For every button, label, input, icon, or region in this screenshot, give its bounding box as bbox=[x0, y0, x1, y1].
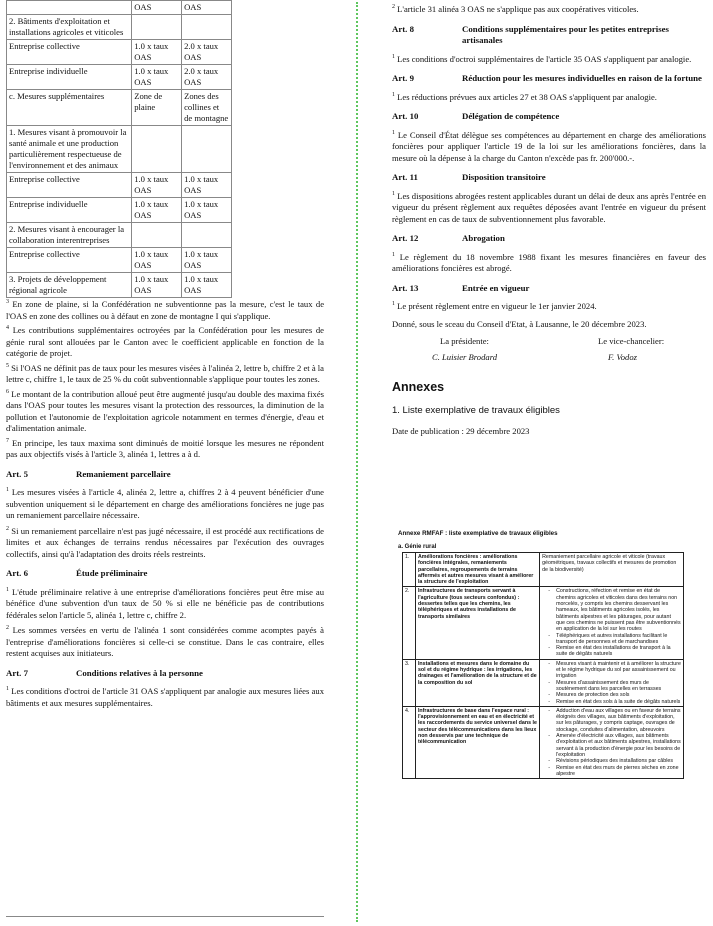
table-cell: 2.0 x taux OAS bbox=[182, 65, 232, 90]
table-cell: 1.0 x taux OAS bbox=[182, 198, 232, 223]
article-paragraph bbox=[6, 587, 324, 622]
para-text: Si l'OAS ne définit pas de taux pour les mesures visées à l'alinéa 2, lettre b, chiffre 2 et à la lettre c, chiffre 1, le taux de 25 % du coût subventionnable s'applique pour toutes les zones. bbox=[6, 362, 324, 384]
table-row bbox=[7, 198, 232, 223]
column-separator bbox=[356, 2, 358, 922]
table-cell: Entreprise collective bbox=[7, 40, 132, 65]
bullet-dash: - bbox=[548, 660, 550, 667]
article-paragraph bbox=[392, 252, 706, 275]
article bbox=[392, 24, 706, 66]
table-row bbox=[7, 15, 232, 40]
para-text: L'étude préliminaire relative à une entreprise d'améliorations foncières peut être mise au bénéfice d'une subvention d'un taux de 50 % si elle ne bénéficie pas de contributions fédérales selon l'article 5, alinéa 1, lettre c, chiffre 2. bbox=[6, 586, 324, 620]
table-cell: 1.0 x taux OAS bbox=[132, 248, 182, 273]
article-title: Réduction pour les mesures individuelles en raison de la fortune bbox=[462, 73, 702, 83]
para-text: Le règlement du 18 novembre 1988 fixant les mesures financières en faveur des améliorations foncières est abrogé. bbox=[392, 251, 706, 273]
table-cell bbox=[132, 15, 182, 40]
annex-row-category: Infrastructures de transports servant à l'agriculture (tous secteurs confondus) : dessertes telles que les chemins, les téléphériques et autres installations de transports similaires bbox=[415, 587, 539, 659]
annex-work-item-text: Téléphériques et autres installations facilitant le transport de personnes et de marchandises bbox=[556, 632, 668, 645]
table-cell bbox=[132, 223, 182, 248]
table-cell bbox=[182, 15, 232, 40]
bullet-dash: - bbox=[548, 733, 550, 740]
bullet-dash: - bbox=[548, 707, 550, 714]
article-number: Art. 9 bbox=[392, 73, 414, 83]
table-cell: Zones des collines et de montagne bbox=[182, 90, 232, 126]
articles-left bbox=[6, 469, 324, 710]
annex-works-table bbox=[402, 552, 684, 779]
bullet-dash: - bbox=[548, 698, 550, 705]
table-row bbox=[7, 1, 232, 15]
annex-work-item bbox=[542, 708, 681, 733]
footnote bbox=[6, 389, 324, 435]
table-cell: 1. Mesures visant à promouvoir la santé animale et une production particulièrement respectueuse de l'environnement et des animaux bbox=[7, 126, 132, 173]
annex-work-item bbox=[542, 765, 681, 778]
annex-row bbox=[403, 659, 684, 706]
para-number: 4 bbox=[6, 325, 9, 332]
article-number: Art. 8 bbox=[392, 23, 414, 34]
article-title: Conditions supplémentaires pour les petites entreprises artisanales bbox=[462, 23, 669, 45]
para-number: 1 bbox=[6, 487, 9, 494]
signature-left-name: C. Luisier Brodard bbox=[432, 352, 498, 362]
annex-work-item-text: Mesures de protection des sols bbox=[556, 692, 630, 699]
table-cell: 1.0 x taux OAS bbox=[182, 273, 232, 298]
para-number: 2 bbox=[6, 625, 9, 632]
annex-row bbox=[403, 587, 684, 659]
para-number: 1 bbox=[392, 91, 395, 98]
article-title: Disposition transitoire bbox=[462, 172, 546, 182]
page-bottom-rule bbox=[6, 916, 324, 917]
annex-row-category: Améliorations foncières : améliorations foncières intégrales, remaniements parcellaires, regroupements de terrains affermés et autres mesures visant à améliorer la structure de l'exploitation bbox=[415, 553, 539, 587]
article-heading bbox=[392, 73, 706, 85]
table-cell: 1.0 x taux OAS bbox=[132, 65, 182, 90]
footnote bbox=[6, 325, 324, 360]
table-cell: 1.0 x taux OAS bbox=[182, 173, 232, 198]
para-number: 1 bbox=[392, 301, 395, 308]
para-number: 1 bbox=[6, 586, 9, 593]
para-text: En principe, les taux maxima sont diminués de moitié lorsque les mesures ne répondent pas aux objectifs visés à l'article 3, alinéa 1, lettres a à d. bbox=[6, 437, 324, 459]
annex-doc-section: a. Génie rural bbox=[398, 544, 437, 550]
articles-right bbox=[392, 24, 706, 313]
table-cell: 2.0 x taux OAS bbox=[182, 40, 232, 65]
table-cell: Zone de plaine bbox=[132, 90, 182, 126]
table-cell: 1.0 x taux OAS bbox=[132, 198, 182, 223]
article-number: Art. 12 bbox=[392, 233, 419, 243]
annex-work-item-text: Amenée d'électricité aux villages, aux bâtiments d'exploitation et aux bâtiments alpestres, installations servant à la production d'énergie pour les besoins de l'exploitation bbox=[556, 733, 681, 758]
table-cell: 1.0 x taux OAS bbox=[132, 273, 182, 298]
left-column bbox=[6, 0, 324, 709]
article-title: Remaniement parcellaire bbox=[76, 468, 171, 479]
annex-work-item-text: Révisions périodiques des installations par câbles bbox=[556, 758, 673, 765]
bullet-dash: - bbox=[548, 632, 550, 639]
footnote bbox=[6, 363, 324, 386]
table-cell: 3. Projets de développement régional agricole bbox=[7, 273, 132, 298]
para-text: Le présent règlement entre en vigueur le 1er janvier 2024. bbox=[397, 301, 597, 311]
given-line: Donné, sous le sceau du Conseil d'Etat, à Lausanne, le 20 décembre 2023. bbox=[392, 318, 647, 329]
table-row bbox=[7, 273, 232, 298]
para-text: Les conditions d'octroi de l'article 31 OAS s'appliquent par analogie aux mesures liées aux bâtiments et aux mesures supplémentaires. bbox=[6, 686, 324, 708]
annex-work-item bbox=[542, 680, 681, 693]
annex-doc-title: Annexe RMFAF : liste exemplative de travaux éligibles bbox=[398, 530, 558, 537]
signature-right-role: Le vice-chancelier: bbox=[598, 336, 665, 346]
annex-work-item-text: Adduction d'eau aux villages ou en faveur de terrains éloignés des villages, aux bâtiments d'exploitation, sur les pâturages, y compris captage, ouvrages de stockage, conduites d'alimentation, abreuvoirs bbox=[556, 707, 681, 733]
annex-work-item bbox=[542, 645, 681, 658]
annex-row-works bbox=[540, 706, 684, 778]
table-cell: 1.0 x taux OAS bbox=[132, 40, 182, 65]
annex-row-number: 1. bbox=[403, 553, 416, 587]
table-row bbox=[7, 40, 232, 65]
article-paragraph bbox=[6, 487, 324, 522]
table-cell: 1.0 x taux OAS bbox=[132, 173, 182, 198]
signature-names bbox=[392, 352, 706, 362]
article bbox=[392, 233, 706, 275]
annex-row-category: Installations et mesures dans le domaine du sol et du régime hydrique : les irrigations, les drainages et l'amélioration de la structure et de la composition du sol bbox=[415, 659, 539, 706]
article-paragraph bbox=[392, 54, 706, 66]
annex-work-item-text: Remise en état des installations de transport à la suite de dégâts naturels bbox=[556, 645, 671, 658]
annex-work-item-text: Constructions, réfection et remise en état de chemins agricoles et viticoles dans des terrains non morcelés, y compris les chemins desservant les hameaux, les bâtiments agricoles isolés, les bâtiments alpestres et les pâturages, pour autant que ces chemins ne puissent pas être subventionnés en application de la loi sur les routes bbox=[556, 588, 681, 633]
para-text: Les sommes versées en vertu de l'alinéa 1 sont considérées comme acomptes payés à l'entreprise d'améliorations foncières si celle-ci se constitue. Dans le cas contraire, elles restent acquises aux initiateurs. bbox=[6, 625, 324, 658]
table-cell: 2. Mesures visant à encourager la collaboration interentreprises bbox=[7, 223, 132, 248]
para-text: Le montant de la contribution alloué peut être augmenté jusqu'au double des maxima fixés dans l'OAS pour toutes les mesures visant la protection des ressources, la diminution de la pollution et l'autonomie de l'exploitation agricole notamment en termes d'énergie, d'eau et d'alimentation animale. bbox=[6, 388, 324, 433]
annex-row-works bbox=[540, 659, 684, 706]
signature-block bbox=[392, 319, 706, 363]
para-number: 5 bbox=[6, 362, 9, 369]
article-title: Entrée en vigueur bbox=[462, 282, 530, 293]
right-column bbox=[392, 0, 706, 438]
para-text: Les dispositions abrogées restent applicables durant un délai de deux ans après l'entrée en vigueur du présent règlement aux requêtes déposées avant l'entrée en vigueur du présent règlement en cas de taux de subventionnement plus favorable. bbox=[392, 190, 706, 224]
article-paragraph bbox=[6, 526, 324, 561]
article-number: Art. 6 bbox=[6, 568, 28, 578]
para-number: 1 bbox=[6, 686, 9, 693]
signature-right-name: F. Vodoz bbox=[608, 352, 637, 362]
annex-row-number: 3. bbox=[403, 659, 416, 706]
annex-work-item-text: Remise en état des murs de pierres sèches en zone alpestre bbox=[556, 764, 679, 777]
annex-row-works bbox=[540, 587, 684, 659]
article-number: Art. 11 bbox=[392, 172, 418, 182]
article-title: Abrogation bbox=[462, 233, 505, 243]
article bbox=[6, 568, 324, 660]
article-heading bbox=[6, 469, 324, 481]
rates-table bbox=[6, 0, 232, 298]
para-number: 3 bbox=[6, 299, 9, 306]
bullet-dash: - bbox=[548, 692, 550, 699]
publication-date: Date de publication : 29 décembre 2023 bbox=[392, 426, 530, 436]
table-row bbox=[7, 223, 232, 248]
article-number: Art. 10 bbox=[392, 111, 419, 121]
table-row bbox=[7, 173, 232, 198]
table-cell bbox=[182, 223, 232, 248]
annex-work-item-text: Mesures visant à maintenir et à améliorer la structure et le régime hydrique du sol par assainissement ou irrigation bbox=[556, 660, 681, 680]
bullet-dash: - bbox=[548, 588, 550, 595]
table-cell: Entreprise individuelle bbox=[7, 65, 132, 90]
para-number: 1 bbox=[392, 190, 395, 197]
para-text: Les contributions supplémentaires octroyées par la Confédération pour les mesures de génie rural sont allouées par le Canton avec le coefficient applicable en fonction de la catégorie de projet. bbox=[6, 325, 324, 358]
annex-work-item bbox=[542, 588, 681, 632]
annex-row bbox=[403, 553, 684, 587]
annex-work-item-text: Mesures d'assainissement des murs de soutènement dans les parcelles en terrasses bbox=[556, 679, 662, 692]
table-cell bbox=[132, 126, 182, 173]
annex-work-item bbox=[542, 733, 681, 758]
bullet-dash: - bbox=[548, 645, 550, 652]
article-paragraph bbox=[392, 130, 706, 165]
table-cell: OAS bbox=[132, 1, 182, 15]
footnotes-left bbox=[6, 299, 324, 461]
para-number: 1 bbox=[392, 129, 395, 136]
article-number: Art. 7 bbox=[6, 667, 28, 678]
table-cell: Entreprise collective bbox=[7, 248, 132, 273]
para-text: En zone de plaine, si la Confédération ne subventionne pas la mesure, c'est le taux de l'OAS en zone des collines ou à défaut en zone de montagne I qui s'applique. bbox=[6, 299, 325, 321]
article bbox=[6, 668, 324, 710]
article-paragraph bbox=[6, 686, 324, 709]
footnote bbox=[6, 438, 324, 461]
article-title: Délégation de compétence bbox=[462, 111, 560, 121]
annex-work-item bbox=[542, 699, 681, 705]
annex-row-number: 4. bbox=[403, 706, 416, 778]
para-text: Les mesures visées à l'article 4, alinéa 2, lettre a, chiffres 2 à 4 peuvent bénéficier d'une subvention uniquement si le département en charge des améliorations foncières ne juge pas un remaniement parcellaire nécessaire. bbox=[6, 487, 324, 520]
article-heading bbox=[392, 233, 706, 245]
article-paragraph bbox=[6, 625, 324, 660]
table-row bbox=[7, 65, 232, 90]
para-text: Si un remaniement parcellaire n'est pas jugé nécessaire, il est procédé aux rectifications de limites et aux échanges de terrains rendus nécessaires par l'exécution des ouvrages collectifs, ainsi qu'à l'adaptation des droits réels restreints. bbox=[6, 525, 324, 559]
table-cell: Entreprise individuelle bbox=[7, 198, 132, 223]
table-cell: 2. Bâtiments d'exploitation et installations agricoles et viticoles bbox=[7, 15, 132, 40]
article-heading bbox=[392, 172, 706, 184]
annex-row-number: 2. bbox=[403, 587, 416, 659]
article-heading bbox=[392, 24, 706, 47]
table-cell bbox=[7, 1, 132, 15]
annex-work-item bbox=[542, 633, 681, 646]
article-title: Conditions relatives à la personne bbox=[76, 667, 203, 678]
article-number: Art. 13 bbox=[392, 282, 419, 293]
article-paragraph bbox=[392, 191, 706, 226]
table-cell bbox=[182, 126, 232, 173]
annex-row bbox=[403, 706, 684, 778]
para-number: 2 bbox=[6, 525, 9, 532]
table-cell: Entreprise collective bbox=[7, 173, 132, 198]
para-text: Les conditions d'octroi supplémentaires de l'article 35 OAS s'appliquent par analogie. bbox=[397, 53, 692, 64]
article-paragraph bbox=[392, 92, 706, 104]
signature-roles bbox=[392, 336, 706, 346]
article bbox=[6, 469, 324, 561]
annex-item: 1. Liste exemplative de travaux éligibles bbox=[392, 405, 560, 416]
article-heading bbox=[392, 283, 706, 295]
article bbox=[392, 111, 706, 164]
para-text: Les réductions prévues aux articles 27 et 38 OAS s'appliquent par analogie. bbox=[397, 91, 657, 102]
para-number: 6 bbox=[6, 388, 9, 395]
table-cell: c. Mesures supplémentaires bbox=[7, 90, 132, 126]
para-text: Le Conseil d'État délègue ses compétences au département en charge des améliorations foncières pour appliquer l'article 19 de la loi sur les améliorations foncières, dans la mesure où la dépense à la charge du Canton n'excède pas fr. 200'000.-. bbox=[392, 129, 706, 163]
table-row bbox=[7, 90, 232, 126]
article bbox=[392, 283, 706, 313]
article bbox=[392, 172, 706, 225]
article-heading bbox=[392, 111, 706, 123]
article-number: Art. 5 bbox=[6, 468, 28, 479]
signature-left-role: La présidente: bbox=[440, 336, 489, 346]
article bbox=[392, 73, 706, 103]
annex-work-item-text: Remise en état des sols à la suite de dégâts naturels bbox=[556, 698, 681, 705]
annex-work-text: Remaniement parcellaire agricole et viticole (travaux géométriques, travaux collectifs et mesures de promotion de la biodiversité) bbox=[542, 554, 677, 573]
para-number: 1 bbox=[392, 53, 395, 60]
annex-row-category: Infrastructures de base dans l'espace rural : l'approvisionnement en eau et en électricité et les raccordements du service universel dans le secteur des télécommunications dans les lieux non desservis par une technique de télécommunication bbox=[415, 706, 539, 778]
article-title: Étude préliminaire bbox=[76, 568, 148, 578]
table-row bbox=[7, 126, 232, 173]
article-heading bbox=[6, 568, 324, 580]
bullet-dash: - bbox=[548, 764, 550, 771]
para-number: 7 bbox=[6, 437, 9, 444]
right-top-para: $^2$ L'article 31 alinéa 3 OAS ne s'applique pas aux coopératives viticoles. bbox=[392, 4, 639, 14]
table-cell: OAS bbox=[182, 1, 232, 15]
article-paragraph bbox=[392, 301, 706, 313]
para-number: 1 bbox=[392, 251, 395, 258]
annex-embedded-document bbox=[398, 530, 698, 779]
table-row bbox=[7, 248, 232, 273]
bullet-dash: - bbox=[548, 758, 550, 765]
annex-work-item bbox=[542, 661, 681, 680]
annexes-heading: Annexes bbox=[392, 380, 445, 394]
bullet-dash: - bbox=[548, 679, 550, 686]
article-heading bbox=[6, 668, 324, 680]
annex-row-works bbox=[540, 553, 684, 587]
footnote bbox=[6, 299, 324, 322]
table-cell: 1.0 x taux OAS bbox=[182, 248, 232, 273]
